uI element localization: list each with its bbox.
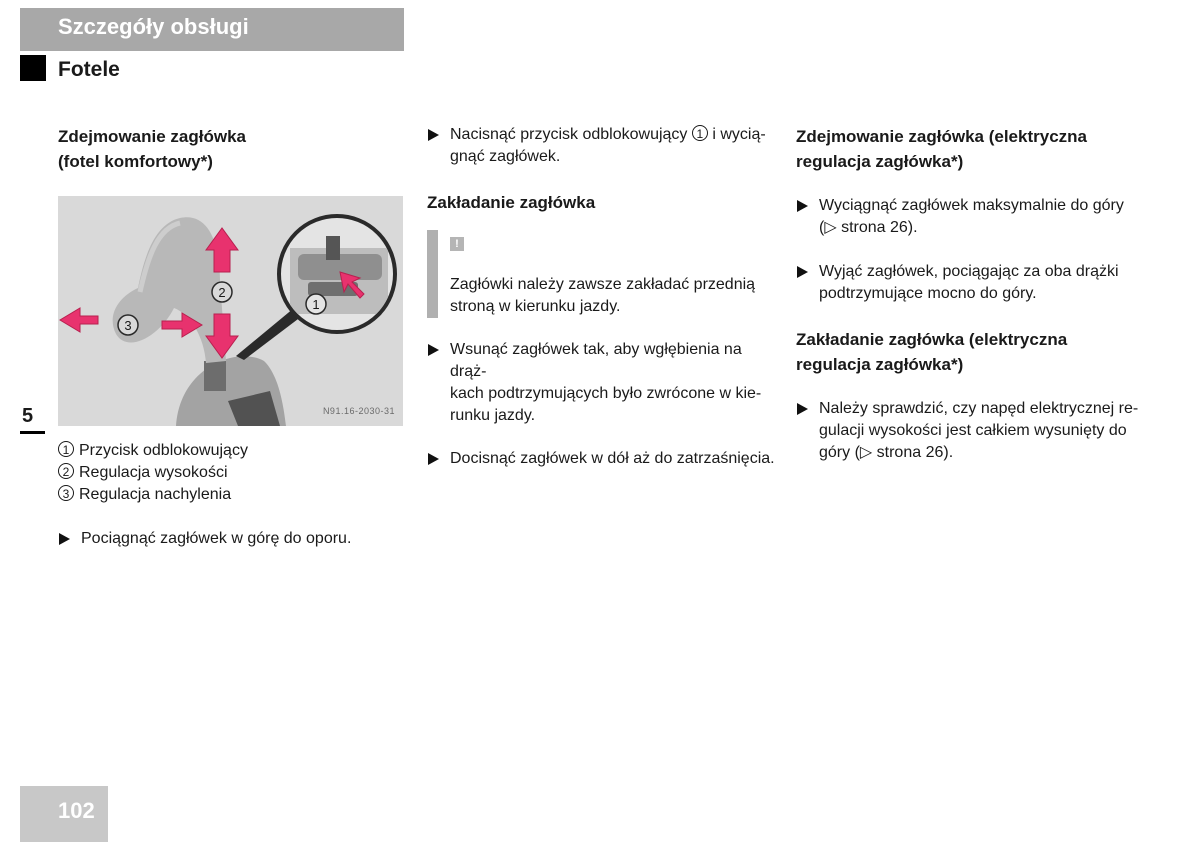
col1-heading xyxy=(58,124,403,174)
step-text xyxy=(450,339,777,427)
step-text-line2: (▷ strona 26). xyxy=(819,219,918,236)
step-text-line1: Wyjąć zagłówek, pociągając za oba drążki xyxy=(819,263,1119,280)
chapter-number: 5 xyxy=(22,405,34,427)
headrest-illustration xyxy=(58,196,403,426)
legend-number: 3 xyxy=(58,485,74,501)
instruction-step xyxy=(427,124,777,168)
step-text-line1: Należy sprawdzić, czy napęd elektrycznej re- xyxy=(819,400,1139,417)
section-title: Fotele xyxy=(58,58,120,81)
triangle-bullet-icon xyxy=(428,453,439,465)
section-marker xyxy=(20,55,46,81)
running-header-title: Szczegóły obsługi xyxy=(58,14,249,39)
triangle-bullet-icon xyxy=(797,200,808,212)
note-text-line1: Zagłówki należy zawsze zakładać przednią xyxy=(450,276,756,293)
col3-heading-1-line2: regulacja zagłówka*) xyxy=(796,152,964,171)
inline-callout-number: 1 xyxy=(692,125,708,141)
step-text xyxy=(819,398,1146,464)
note-text-line2: stroną w kierunku jazdy. xyxy=(450,298,621,315)
note-side-bar xyxy=(427,230,438,318)
col3-heading-2 xyxy=(796,327,1146,377)
legend-label: Regulacja nachylenia xyxy=(79,486,232,503)
figure-legend xyxy=(58,440,403,506)
triangle-bullet-icon xyxy=(428,344,439,356)
col2-heading: Zakładanie zagłówka xyxy=(427,193,596,212)
col3-heading-2-line2: regulacja zagłówka*) xyxy=(796,355,964,374)
legend-item xyxy=(58,462,403,484)
triangle-bullet-icon xyxy=(428,129,439,141)
legend-number: 2 xyxy=(58,463,74,479)
col3-heading-2-line1: Zakładanie zagłówka (elektryczna xyxy=(796,330,1068,349)
instruction-step xyxy=(796,398,1146,464)
callout-2: 2 xyxy=(218,285,226,300)
note-text xyxy=(450,274,777,318)
callout-1: 1 xyxy=(312,297,320,312)
instruction-step xyxy=(427,448,777,470)
step-text-part: i wycią- xyxy=(712,126,766,143)
step-text-line1: Wyciągnąć zagłówek maksymalnie do góry xyxy=(819,197,1124,214)
triangle-bullet-icon xyxy=(59,533,70,545)
triangle-bullet-icon xyxy=(797,403,808,415)
step-text-part: gnąć zagłówek. xyxy=(450,148,561,165)
warning-note xyxy=(427,230,777,318)
col3-heading-1 xyxy=(796,124,1146,174)
running-header xyxy=(20,8,404,51)
legend-number: 1 xyxy=(58,441,74,457)
page-number: 102 xyxy=(58,798,95,823)
warning-icon: ! xyxy=(450,237,464,251)
triangle-bullet-icon xyxy=(797,266,808,278)
warning-icon-row xyxy=(450,230,777,254)
step-text-line2: gulacji wysokości jest całkiem wysunięty do xyxy=(819,422,1127,439)
legend-item xyxy=(58,440,403,462)
instruction-step xyxy=(427,339,777,427)
step-text-part: Nacisnąć przycisk odblokowujący xyxy=(450,126,688,143)
chapter-underline xyxy=(20,431,45,434)
callout-3: 3 xyxy=(124,318,132,333)
figure-code: N91.16-2030-31 xyxy=(322,406,395,416)
col1-heading-line2: (fotel komfortowy*) xyxy=(58,152,213,171)
column-1 xyxy=(58,124,403,550)
zoom-stem xyxy=(326,236,340,260)
zoom-connector xyxy=(236,308,302,360)
arrow-left xyxy=(60,308,98,332)
step-text xyxy=(819,261,1146,305)
column-2 xyxy=(427,124,777,470)
headrest-figure xyxy=(58,196,403,426)
step-text-line3: góry (▷ strona 26). xyxy=(819,444,954,461)
legend-item xyxy=(58,484,403,506)
legend-label: Regulacja wysokości xyxy=(79,464,228,481)
col3-heading-1-line1: Zdejmowanie zagłówka (elektryczna xyxy=(796,127,1087,146)
step-text-line2: kach podtrzymujących było zwrócone w kie- xyxy=(450,385,762,402)
instruction-step xyxy=(58,528,403,550)
step-text: Docisnąć zagłówek w dół aż do zatrzaśnięcia. xyxy=(450,450,775,467)
instruction-step xyxy=(796,261,1146,305)
step-text: Pociągnąć zagłówek w górę do oporu. xyxy=(81,530,352,547)
step-text xyxy=(819,195,1146,239)
page-number-box xyxy=(20,786,108,842)
col1-heading-line1: Zdejmowanie zagłówka xyxy=(58,127,246,146)
step-text-line3: runku jazdy. xyxy=(450,407,536,424)
instruction-step xyxy=(796,195,1146,239)
step-text-line2: podtrzymujące mocno do góry. xyxy=(819,285,1037,302)
headrest-stem xyxy=(204,361,226,391)
legend-label: Przycisk odblokowujący xyxy=(79,442,248,459)
step-text xyxy=(450,124,777,168)
step-text-line1: Wsunąć zagłówek tak, aby wgłębienia na drąż- xyxy=(450,341,742,380)
column-3 xyxy=(796,124,1146,464)
headrest-body xyxy=(113,217,226,363)
